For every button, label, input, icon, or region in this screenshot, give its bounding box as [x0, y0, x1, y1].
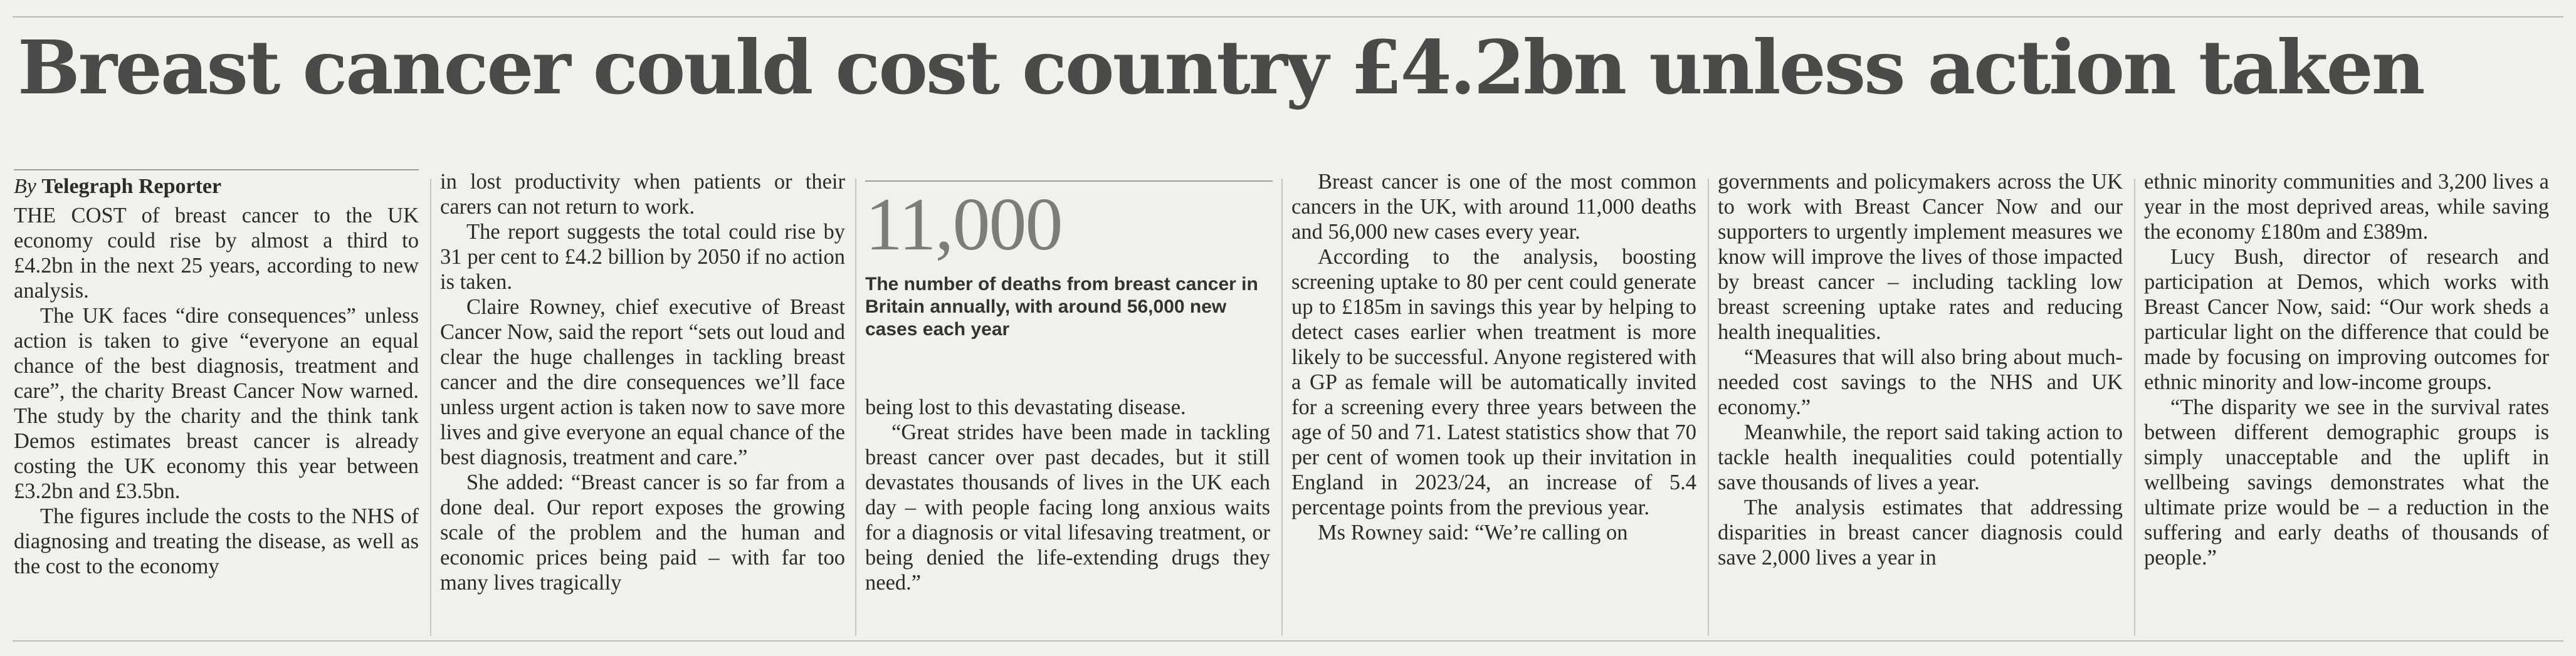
article-column-3 [865, 395, 1270, 595]
paragraph: The analysis estimates that addressing disparities in breast cancer diagnosis could save 2,000 lives a year in [1718, 496, 2123, 570]
column-divider [430, 179, 431, 636]
article-column-2 [440, 169, 845, 595]
article-column-1 [14, 169, 419, 579]
article-column-4 [1291, 169, 1696, 545]
fact-box-caption: The number of deaths from breast cancer in Britain annually, with around 56,000 new cases each year [865, 274, 1258, 340]
paragraph: in lost productivity when patients or their carers can not return to work. [440, 170, 845, 219]
paragraph: Claire Rowney, chief executive of Breast Cancer Now, said the report “sets out loud and clear the huge challenges in tackling breast cancer and the dire consequences we’ll face unless urgent action is taken now to save more lives and give everyone an equal chance of the best diagnosis, treatment and care.” [440, 295, 845, 469]
fact-box [865, 180, 1273, 341]
fact-box-figure: 11,000 [865, 182, 1062, 266]
article-column-6 [2144, 169, 2549, 570]
paragraph: The figures include the costs to the NHS of diagnosing and treating the disease, as well as the cost to the economy [14, 504, 419, 578]
byline [14, 174, 419, 199]
byline-rule [14, 169, 419, 170]
paragraph: governments and policymakers across the UK to work with Breast Cancer Now and our supporters to urgently implement measures we know will improve the lives of those impacted by breast cancer – including tackling low breast screening uptake rates and reducing health inequalities. [1718, 170, 2123, 344]
paragraph: According to the analysis, boosting screening uptake to 80 per cent could generate up to £185m in savings this year by helping to detect cases earlier when treatment is more likely to be successful. Anyone registered with a GP as female will be automatically invited for a screening every three years between the age of 50 and 71. Latest statistics show that 70 per cent of women took up their invitation in England in 2023/24, an increase of 5.4 percentage points from the previous year. [1291, 245, 1696, 519]
paragraph: Meanwhile, the report said taking action to tackle health inequalities could potentially save thousands of lives a year. [1718, 420, 2123, 494]
paragraph: She added: “Breast cancer is so far from a done deal. Our report exposes the growing scale of the problem and the human and economic prices being paid – with far too many lives tragically [440, 471, 845, 595]
column-divider [2134, 179, 2135, 636]
bottom-rule [13, 640, 2563, 642]
paragraph: being lost to this devastating disease. [865, 395, 1186, 419]
article-column-5 [1718, 169, 2123, 570]
top-rule [13, 16, 2563, 18]
byline-author: Telegraph Reporter [41, 175, 222, 198]
paragraph: Lucy Bush, director of research and participation at Demos, which works with Breast Cancer Now, said: “Our work sheds a particular light on the difference that could be made by focusing on improving outcomes for ethnic minority and low-income groups. [2144, 245, 2549, 394]
paragraph: ethnic minority communities and 3,200 lives a year in the most deprived areas, while saving the economy £180m and £389m. [2144, 170, 2549, 244]
paragraph: “Measures that will also bring about much-needed cost savings to the NHS and UK economy.” [1718, 345, 2123, 419]
fact-box-rule [865, 180, 1273, 182]
column-divider [1708, 179, 1709, 636]
paragraph: “The disparity we see in the survival rates between different demographic groups is simply unacceptable and the uplift in wellbeing savings demonstrates what the ultimate prize would be – a reduction in the suffering and early deaths of thousands of people.” [2144, 395, 2549, 570]
paragraph: “Great strides have been made in tackling breast cancer over past decades, but it still devastates thousands of lives in the UK each day – with people facing long anxious waits for a diagnosis or vital lifesaving treatment, or being denied the life-extending drugs they need.” [865, 420, 1270, 595]
paragraph: The UK faces “dire consequences” unless action is taken to give “everyone an equal chance of the best diagnosis, treatment and care”, the charity Breast Cancer Now warned. The study by the charity and the think tank Demos estimates breast cancer is already costing the UK economy this year between £3.2bn and £3.5bn. [14, 304, 419, 503]
column-divider [855, 179, 856, 636]
paragraph: The report suggests the total could rise by 31 per cent to £4.2 billion by 2050 if no action is taken. [440, 220, 845, 294]
headline: Breast cancer could cost country £4.2bn unless action taken [18, 24, 2424, 111]
paragraph: THE COST of breast cancer to the UK economy could rise by almost a third to £4.2bn in the next 25 years, according to new analysis. [14, 204, 419, 303]
paragraph: Ms Rowney said: “We’re calling on [1318, 521, 1628, 544]
paragraph: Breast cancer is one of the most common cancers in the UK, with around 11,000 deaths and 56,000 new cases every year. [1291, 170, 1696, 244]
byline-prefix: By [14, 175, 36, 198]
column-divider [1281, 179, 1283, 636]
